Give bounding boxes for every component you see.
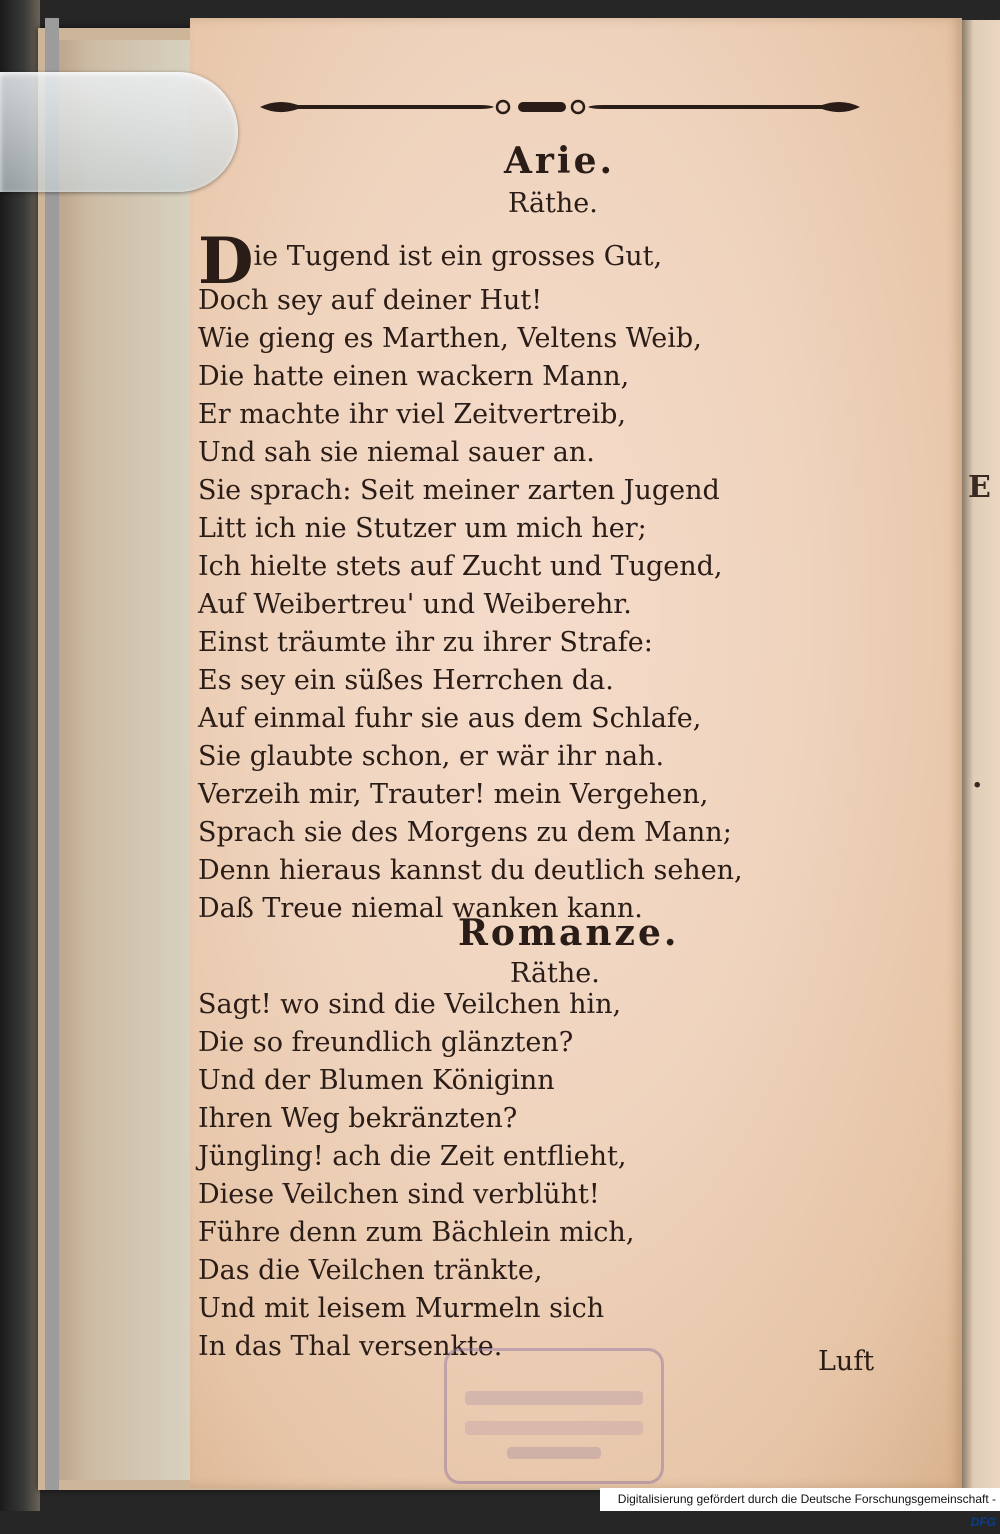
adjacent-page-fragment: . (972, 760, 983, 795)
glass-page-clip (0, 72, 238, 192)
verse-line: Er machte ihr viel Zeitvertreib, (198, 399, 627, 430)
verse-line: Jüngling! ach die Zeit entflieht, (198, 1141, 627, 1172)
verse-list-romanze (198, 986, 634, 1366)
verse-line: Doch sey auf deiner Hut! (198, 285, 543, 316)
adjacent-page-edge (962, 20, 1000, 1490)
verse-line: In das Thal versenkte. (198, 1331, 503, 1362)
verse-line: Ihren Weg bekränzten? (198, 1103, 518, 1134)
verse-line: Sagt! wo sind die Veilchen hin, (198, 989, 622, 1020)
verse-line: Ich hielte stets auf Zucht und Tugend, (198, 551, 723, 582)
verse-line: Und mit leisem Murmeln sich (198, 1293, 605, 1324)
verse-line: Es sey ein süßes Herrchen da. (198, 665, 614, 696)
verse-line: Und sah sie niemal sauer an. (198, 437, 595, 468)
verse-line: Litt ich nie Stutzer um mich her; (198, 513, 647, 544)
verse-line: Auf einmal fuhr sie aus dem Schlafe, (198, 703, 702, 734)
section-title-romanze: Romanze. (458, 912, 680, 954)
footer-text: Digitalisierung gefördert durch die Deutsche Forschungsgemeinschaft - (617, 1492, 996, 1506)
first-line-text: ie Tugend ist ein grosses Gut, (253, 241, 663, 272)
verse-line: Und der Blumen Königinn (198, 1065, 555, 1096)
dfg-logo: DFG (970, 1515, 996, 1529)
binding-strip (45, 18, 59, 1490)
section-speaker: Räthe. (510, 958, 600, 989)
adjacent-page-fragment: E (968, 470, 991, 505)
verse-line: Die so freundlich glänzten? (198, 1027, 574, 1058)
verse-line: Führe denn zum Bächlein mich, (198, 1217, 635, 1248)
section-title-arie: Arie. (504, 140, 616, 182)
verse-line: Einst träumte ihr zu ihrer Strafe: (198, 627, 653, 658)
verse-line: Denn hieraus kannst du deutlich sehen, (198, 855, 743, 886)
stamp-faded-line (465, 1391, 643, 1405)
ornament-rule (258, 94, 862, 120)
verse-line: Daß Treue niemal wanken kann. (198, 893, 643, 924)
first-verse-line (198, 224, 663, 299)
stamp-faded-line (465, 1421, 643, 1435)
verse-line: Wie gieng es Marthen, Veltens Weib, (198, 323, 702, 354)
verse-line: Sie glaubte schon, er wär ihr nah. (198, 741, 665, 772)
verse-line: Diese Veilchen sind verblüht! (198, 1179, 600, 1210)
verse-line: Das die Veilchen tränkte, (198, 1255, 543, 1286)
digitization-footer (600, 1488, 1000, 1529)
stamp-faded-line (507, 1447, 601, 1459)
verse-line: Auf Weibertreu' und Weiberehr. (198, 589, 632, 620)
library-stamp (444, 1348, 664, 1484)
section-speaker: Räthe. (508, 188, 598, 219)
catchword: Luft (818, 1346, 875, 1377)
book-cover-edge (0, 0, 40, 1511)
verse-line: Die hatte einen wackern Mann, (198, 361, 630, 392)
mounting-margin (48, 40, 193, 1480)
verse-line: Sprach sie des Morgens zu dem Mann; (198, 817, 732, 848)
drop-cap-initial: D (198, 224, 254, 299)
verse-list-arie (198, 282, 743, 966)
verse-line: Sie sprach: Seit meiner zarten Jugend (198, 475, 720, 506)
verse-line: Verzeih mir, Trauter! mein Vergehen, (198, 779, 709, 810)
